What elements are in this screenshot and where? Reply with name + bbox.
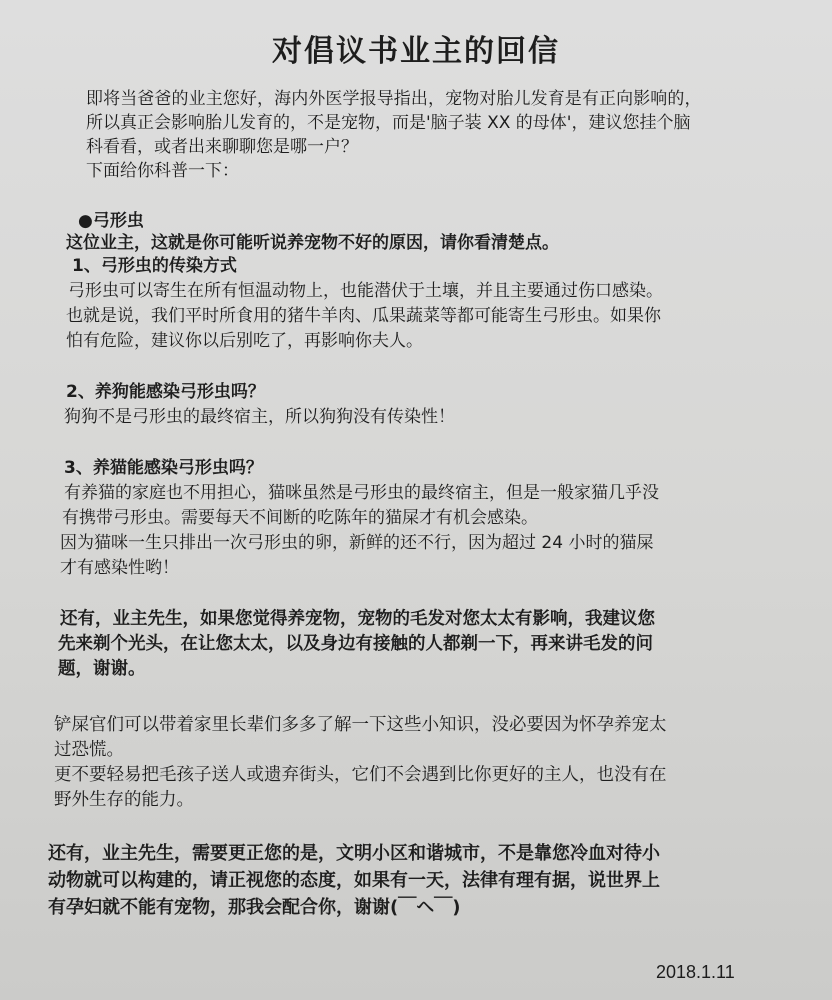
hair-line-3: 题，谢谢。 [58,659,146,679]
intro-line-4: 下面给你科普一下： [86,161,239,181]
final-line-2: 动物就可以构建的，请正视您的态度，如果有一天，法律有理有据，说世界上 [48,870,660,891]
letter-title: 对倡议书业主的回信 [272,34,560,69]
owners-line-4: 野外生存的能力。 [54,790,194,810]
final-line-1: 还有，业主先生，需要更正您的是，文明小区和谐城市，不是靠您冷血对待小 [48,843,660,864]
intro-line-1: 即将当爸爸的业主您好，海内外医学报导指出，宠物对胎儿发育是有正向影响的， [86,89,702,109]
topic-heading: ●弓形虫 [78,211,144,231]
section-1-line-2: 也就是说，我们平时所食用的猪牛羊肉、瓜果蔬菜等都可能寄生弓形虫。如果你 [66,306,661,326]
section-2-line-1: 狗狗不是弓形虫的最终宿主，所以狗狗没有传染性！ [64,407,455,427]
section-2-heading: 2、养狗能感染弓形虫吗？ [66,382,265,402]
owners-line-2: 过恐慌。 [54,740,124,760]
section-3-line-2: 有携带弓形虫。需要每天不间断的吃陈年的猫屎才有机会感染。 [62,508,538,528]
section-3-line-4: 才有感染性哟！ [60,558,179,578]
section-3-heading: 3、养猫能感染弓形虫吗？ [64,458,263,478]
section-1-line-3: 怕有危险，建议你以后别吃了，再影响你夫人。 [66,331,423,351]
section-3-line-3: 因为猫咪一生只排出一次弓形虫的卵，新鲜的还不行，因为超过 24 小时的猫屎 [60,533,654,553]
final-line-3: 有孕妇就不能有宠物，那我会配合你，谢谢(￣ヘ￣) [48,897,461,918]
intro-line-3: 科看看，或者出来聊聊您是哪一户？ [86,137,358,157]
section-3-line-1: 有养猫的家庭也不用担心，猫咪虽然是弓形虫的最终宿主，但是一般家猫几乎没 [64,483,659,503]
intro-line-2: 所以真正会影响胎儿发育的，不是宠物，而是'脑子装 XX 的母体'，建议您挂个脑 [86,113,691,133]
owners-line-3: 更不要轻易把毛孩子送人或遗弃街头，它们不会遇到比你更好的主人，也没有在 [54,765,667,785]
owners-line-1: 铲屎官们可以带着家里长辈们多多了解一下这些小知识，没必要因为怀孕养宠太 [54,715,667,735]
topic-line: 这位业主，这就是你可能听说养宠物不好的原因，请你看清楚点。 [66,233,559,253]
hair-line-1: 还有，业主先生，如果您觉得养宠物，宠物的毛发对您太太有影响，我建议您 [60,609,655,629]
letter-date: 2018.1.11 [656,962,735,982]
section-1-line-1: 弓形虫可以寄生在所有恒温动物上，也能潜伏于土壤，并且主要通过伤口感染。 [68,281,663,301]
section-1-heading: 1、弓形虫的传染方式 [72,256,237,276]
hair-line-2: 先来剃个光头，在让您太太，以及身边有接触的人都剃一下，再来讲毛发的问 [58,634,653,654]
